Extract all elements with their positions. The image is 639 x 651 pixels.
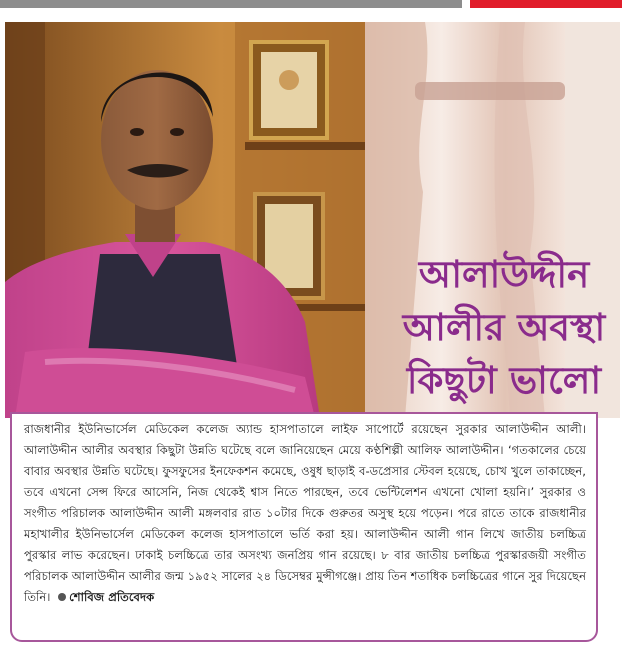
top-rule-accent [470, 0, 622, 8]
top-rule [0, 0, 639, 10]
top-rule-grey [0, 0, 462, 8]
headline [388, 248, 620, 407]
article-body: রাজধানীর ইউনিভার্সেল মেডিকেল কলেজ অ্যান্ড হাসপাতালে লাইফ সাপোর্টে রয়েছেন সুরকার আলাউদ্দীন আলী। আলাউদ্দীন আলীর অবস্থার কিছুটা উন্নতি ঘটেছে বলে জানিয়েছেন মেয়ে কণ্ঠশিল্পী আলিফ আলাউদ্দীন। ‘গতকালের চেয়ে বাবার অবস্থার উন্নতি ঘটেছে। ফুসফুসের ইনফেকশন কমেছে, ওষুধ ছাড়াই ব-ডপ্রেসার স্টেবল হয়েছে, চোখ খুলে তাকাচ্ছেন, তবে এখনো সেন্স ফিরে আসেনি, নিজ থেকেই শ্বাস নিতে পারছেন, তবে ভেন্টিলেশন এখনো খোলা হয়নি।’ সুরকার ও সংগীত পরিচালক আলাউদ্দীন আলী মঙ্গলবার রাত ১০টার দিকে গুরুতর অসুস্থ হয়ে পড়েন। পরে রাতে তাকে রাজধানীর মহাখালীর ইউনিভার্সেল মেডিকেল কলেজ হাসপাতালে ভর্তি করা হয়। আলাউদ্দীন আলী গান লিখে জাতীয় চলচ্চিত্র পুরস্কার লাভ করেছেন। ঢাকাই চলচ্চিত্রে তার অসংখ্য জনপ্রিয় গান রয়েছে। ৮ বার জাতীয় চলচ্চিত্র পুরস্কারজয়ী সংগীত পরিচালক আলাউদ্দীন আলীর জন্ম ১৯৫২ সালের ২৪ ডিসেম্বর মুন্সীগঞ্জে। প্রায় তিন শতাধিক চলচ্চিত্রের গানে সুর দিয়েছেন তিনি। [24, 422, 586, 604]
headline-line-3: কিছুটা ভালো [406, 359, 602, 402]
headline-line-2: আলীর অবস্থা [402, 306, 606, 349]
article-body-paragraph [24, 419, 586, 608]
byline [54, 590, 154, 604]
article-text-box [10, 412, 598, 642]
bullet-icon [58, 593, 66, 601]
headline-line-1: আলাউদ্দীন [418, 253, 590, 296]
byline-text: শোবিজ প্রতিবেদক [69, 590, 155, 604]
